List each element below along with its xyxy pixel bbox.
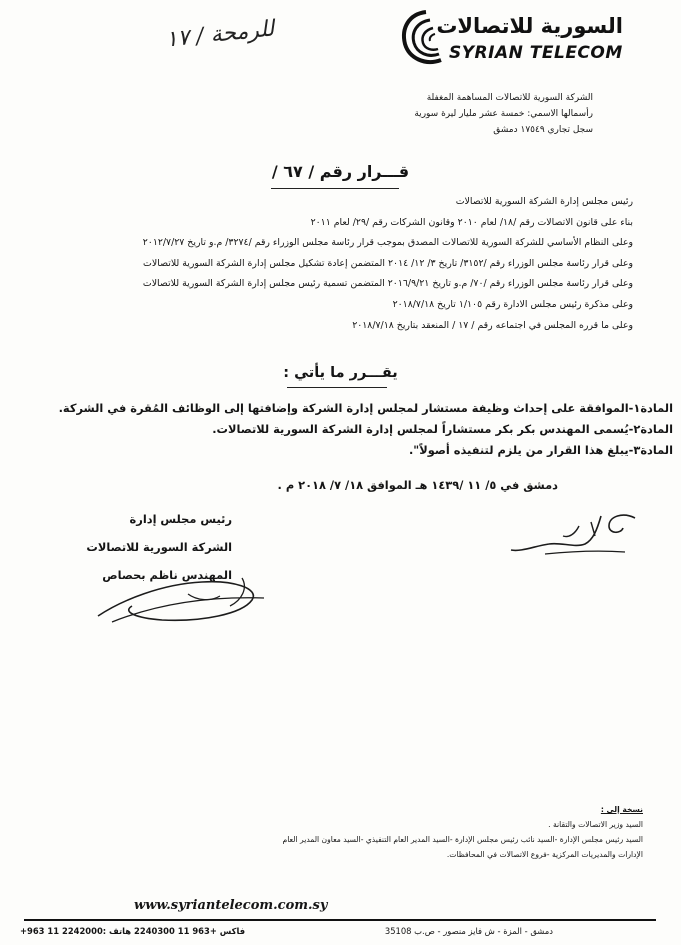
company-info <box>414 90 593 138</box>
logo-arabic-text: السورية للاتصالات <box>436 14 623 38</box>
preamble-line: رئيس مجلس إدارة الشركة السورية للاتصالات <box>455 196 633 207</box>
copy-to-line: السيد رئيس مجلس الإدارة -السيد نائب رئيس مجلس الإدارة -السيد المدير العام التنفيذي -السيد معاون المدير العام <box>282 835 643 844</box>
handwritten-note-text: للرمحة / ١٧ <box>164 16 276 53</box>
signatory-name: المهندس ناظم بحصاص <box>102 568 232 582</box>
preamble-line: وعلى مذكرة رئيس مجلس الادارة رقم ١/١٠٥ تاريخ ٢٠١٨/٧/١٨ <box>392 298 633 310</box>
syrian-telecom-logo <box>436 10 623 76</box>
article-1: المادة١-الموافقة على إحداث وظيفة مستشار لمجلس إدارة الشركة وإضافتها إلى الوظائف المُقرة في الشركة. <box>58 401 673 415</box>
copy-to-block <box>283 802 644 862</box>
preamble-line: وعلى قرار رئاسة مجلس الوزراء رقم /٣١٥٢/ تاريخ ٣/ ١٢/ ٢٠١٤ المتضمن إعادة تشكيل مجلس إدارة الشركة السورية للاتصالات <box>143 257 633 269</box>
company-capital: رأسمالها الاسمي: خمسة عشر مليار ليرة سورية <box>414 109 593 119</box>
issue-date: دمشق في ٥/ ١١ /١٤٣٩ هـ الموافق ١٨/ ٧/ ٢٠١٨ م . <box>277 478 558 492</box>
decides-underline <box>287 387 387 388</box>
footer-contact: +963 11 2242000: فاكس +963 11 2240300 هاتف <box>20 926 246 936</box>
footer-divider <box>24 919 656 921</box>
decides-heading: يقـــرر ما يأتي : <box>283 365 398 381</box>
signatory-title: رئيس مجلس إدارة <box>129 512 232 526</box>
handwritten-reference-note <box>160 12 280 58</box>
footer-address: دمشق - المزة - ش فايز منصور - ص.ب 35108 <box>384 926 553 936</box>
title-underline <box>271 188 399 189</box>
handwritten-signature <box>505 508 645 564</box>
preamble-line: وعلى ما قرره المجلس في اجتماعه رقم / ١٧ / المنعقد بتاريخ ٢٠١٨/٧/١٨ <box>352 319 633 331</box>
company-name: الشركة السورية للاتصالات المساهمة المغفلة <box>426 93 593 103</box>
signatory-company: الشركة السورية للاتصالات <box>86 540 232 554</box>
chairman-signature <box>92 570 272 630</box>
preamble-line: وعلى قرار رئاسة مجلس الوزراء رقم /٧٠/ م.و تاريخ ٢٠١٦/٩/٢١ المتضمن تسمية رئيس مجلس إدارة الشركة السورية للاتصالات <box>142 278 633 290</box>
articles <box>13 398 673 461</box>
website-url: www.syriantelecom.com.sy <box>134 898 328 913</box>
copy-to-title: نسخة إلى : <box>600 805 643 814</box>
logo-english-text: SYRIAN TELECOM <box>449 43 623 63</box>
preamble-line: وعلى النظام الأساسي للشركة السورية للاتصالات المصدق بموجب قرار رئاسة مجلس الوزراء رقم /٣٢٧٤/ م.و تاريخ ٢٠١٢/٧/٢٧ <box>142 237 633 249</box>
copy-to-line: السيد وزير الاتصالات والتقانة . <box>548 820 643 829</box>
commercial-register: سجل تجاري ١٧٥٤٩ دمشق <box>493 125 593 135</box>
article-2: المادة٢-يُسمى المهندس بكر بكر مستشاراً لمجلس إدارة الشركة السورية للاتصالات. <box>212 422 673 436</box>
decision-title: قـــرار رقم / ٦٧ / <box>271 162 410 181</box>
article-3: المادة٣-يبلغ هذا القرار من يلزم لتنفيذه أصولاً". <box>408 443 673 457</box>
preamble <box>23 192 633 336</box>
copy-to-line: الإدارات والمديريات المركزية -فروع الاتصالات في المحافظات. <box>446 850 643 859</box>
preamble-line: بناء على قانون الاتصالات رقم /١٨/ لعام ٢٠١٠ وقانون الشركات رقم /٢٩/ لعام ٢٠١١ <box>310 216 633 228</box>
